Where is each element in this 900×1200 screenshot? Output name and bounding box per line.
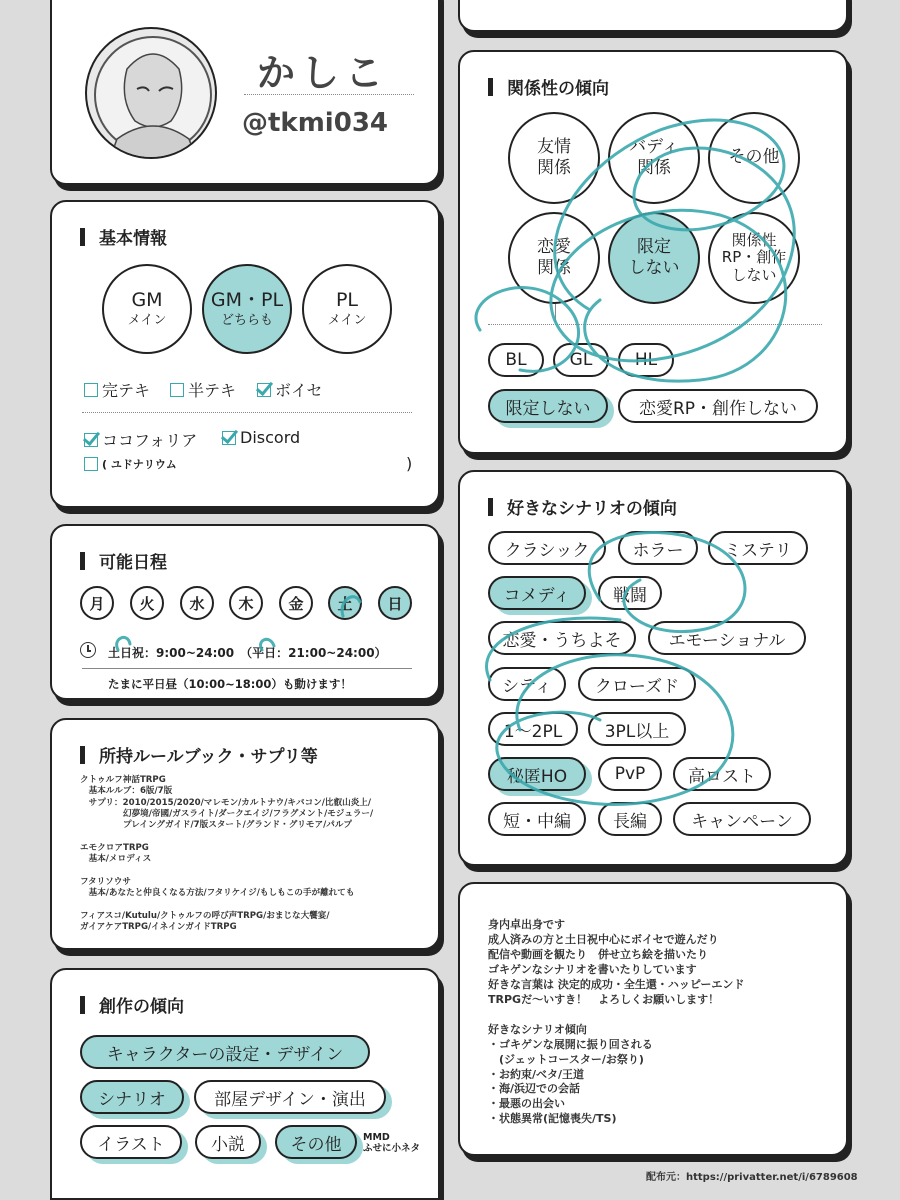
clock-icon: [80, 642, 96, 658]
scenario-battle[interactable]: 戦闘: [598, 576, 662, 610]
role-sublabel: メイン: [327, 312, 367, 328]
other-tool-close: ): [406, 454, 413, 473]
scenario-short-mid[interactable]: 短・中編: [488, 802, 586, 836]
scenario-secret-ho[interactable]: 秘匿HO: [488, 757, 586, 791]
creation-illust[interactable]: イラスト: [80, 1125, 182, 1159]
check-label: ココフォリア: [102, 431, 198, 450]
relation-friendship[interactable]: 友情 関係: [508, 112, 600, 204]
creation-room-design[interactable]: 部屋デザイン・演出: [194, 1080, 386, 1114]
relation-pill-no-limit[interactable]: 限定しない: [488, 389, 608, 423]
checkbox-icon: [170, 383, 184, 397]
relation-buddy[interactable]: バディ 関係: [608, 112, 700, 204]
check-label: 完テキ: [102, 381, 151, 400]
creation-scenario[interactable]: シナリオ: [80, 1080, 184, 1114]
scenario-closed[interactable]: クローズド: [578, 667, 696, 701]
relation-romance[interactable]: 恋愛 関係: [508, 212, 600, 304]
scenario-long[interactable]: 長編: [598, 802, 662, 836]
scenario-comedy[interactable]: コメディ: [488, 576, 586, 610]
scenario-3pl[interactable]: 3PL以上: [588, 712, 686, 746]
role-gm-main: [102, 264, 192, 354]
check-hanteki[interactable]: [170, 378, 236, 401]
scenario-high-lost[interactable]: 高ロスト: [673, 757, 771, 791]
check-label: Discord: [240, 428, 301, 447]
section-title-scenario: 好きなシナリオの傾向: [488, 494, 677, 519]
check-label: 半テキ: [188, 381, 237, 400]
relation-bl[interactable]: BL: [488, 343, 544, 377]
role-sublabel: どちらも: [220, 312, 273, 328]
checkbox-checked-icon: [84, 433, 98, 447]
check-label: ( ユドナリウム: [102, 458, 177, 471]
avatar: [85, 27, 217, 159]
relation-other[interactable]: その他: [708, 112, 800, 204]
day-sun[interactable]: 日: [378, 586, 412, 620]
day-wed[interactable]: 水: [180, 586, 214, 620]
role-label: GM・PL: [210, 289, 284, 311]
check-kanteki[interactable]: [84, 378, 150, 401]
creation-other[interactable]: その他: [275, 1125, 357, 1159]
section-title-rules: 所持ルールブック・サプリ等: [80, 742, 318, 767]
section-title-basic: 基本情報: [80, 224, 167, 249]
check-discord[interactable]: [222, 428, 300, 447]
schedule-times: 土日祝：9:00~24:00 （平日：21:00~24:00）: [108, 646, 387, 660]
relation-pill-no-rp[interactable]: 恋愛RP・創作しない: [618, 389, 818, 423]
day-tue[interactable]: 火: [130, 586, 164, 620]
scenario-classic[interactable]: クラシック: [488, 531, 606, 565]
scenario-campaign[interactable]: キャンペーン: [673, 802, 811, 836]
free-text: 身内卓出身です 成人済みの方と土日祝中心にボイセで遊んだり 配信や動画を観たり 併せ立ち絵を描いたり ゴキゲンなシナリオを書いたりしています 好きな言葉は 決定的成功・全生還・ハッピーエンド TRPGだ〜いすき！ よろしくお願いします！ 好きなシナリオ傾向 ・ゴキゲンな展開に振り回される (ジェットコースター/お祭り) ・お約束/ベタ/王道 ・海/浜辺での会話 ・最悪の出会い ・状態異常(記憶喪失/TS): [488, 918, 745, 1126]
profile-card: [50, 0, 440, 185]
free-text-card: [458, 882, 848, 1156]
check-other-tool[interactable]: [84, 456, 177, 472]
checkbox-icon: [84, 383, 98, 397]
rules-text: クトゥルフ神話TRPG 基本ルルブ：6版/7版 サプリ：2010/2015/2020/マレモン/カルトナウ/キバコン/比叡山炎上/ 幻夢境/帝國/ガスライト/ダークエイジ/フラグメント/モジュラー/ プレイングガイド/7版スタート/グランド・グリモア/パルプ エモクロアTRPG 基本/メロディス フタリソウサ 基本/あなたと仲良くなる方法/フタリケイジ/もしもこの手が離れても フィアスコ/Kutulu/クトゥルフの呼び声TRPG/おまじな大饗宴/ ガイアケアTRPG/イネインガイドTRPG: [80, 775, 374, 933]
checkbox-checked-icon: [222, 431, 236, 445]
profile-divider: [244, 94, 414, 95]
scenario-pvp[interactable]: PvP: [598, 757, 662, 791]
scenario-mystery[interactable]: ミステリ: [708, 531, 808, 565]
scenario-horror[interactable]: ホラー: [618, 531, 698, 565]
top-right-card: [458, 0, 848, 32]
role-sublabel: メイン: [127, 312, 167, 328]
basic-divider: [82, 412, 412, 413]
section-title-relations: 関係性の傾向: [488, 74, 609, 99]
relations-divider: [488, 324, 822, 325]
check-cocofolia[interactable]: [84, 428, 197, 451]
section-title-schedule: 可能日程: [80, 548, 167, 573]
basic-info-card: [50, 200, 440, 508]
relation-gl[interactable]: GL: [553, 343, 609, 377]
checkbox-checked-icon: [257, 383, 271, 397]
creation-other-note: MMD ふせに小ネタ: [363, 1132, 421, 1155]
role-pl-main: [302, 264, 392, 354]
avatar-drawing: [87, 29, 217, 159]
scenario-romance[interactable]: 恋愛・うちよそ: [488, 621, 636, 655]
profile-handle: @tkmi034: [242, 108, 388, 138]
relation-no-rp[interactable]: 関係性 RP・創作 しない: [708, 212, 800, 304]
role-label: GM: [131, 289, 163, 311]
check-voice[interactable]: [257, 378, 323, 401]
day-sat[interactable]: 土: [328, 586, 362, 620]
scenario-city[interactable]: シティ: [488, 667, 566, 701]
schedule-note: たまに平日昼（10:00~18:00）も動けます！: [108, 677, 352, 691]
schedule-divider: [82, 668, 412, 669]
creation-character-design[interactable]: キャラクターの設定・デザイン: [80, 1035, 370, 1069]
scenario-emotional[interactable]: エモーショナル: [648, 621, 806, 655]
role-gm-pl-both: [202, 264, 292, 354]
day-thu[interactable]: 木: [229, 586, 263, 620]
profile-name: かしこ: [257, 51, 390, 95]
footer-credit: 配布元：https://privatter.net/i/6789608: [646, 1172, 858, 1183]
check-label: ボイセ: [275, 381, 323, 400]
relation-no-limit[interactable]: 限定 しない: [608, 212, 700, 304]
section-title-creation: 創作の傾向: [80, 992, 184, 1017]
day-mon[interactable]: 月: [80, 586, 114, 620]
relation-hl[interactable]: HL: [618, 343, 674, 377]
day-fri[interactable]: 金: [279, 586, 313, 620]
role-label: PL: [335, 289, 359, 311]
creation-novel[interactable]: 小説: [195, 1125, 261, 1159]
scenario-1-2pl[interactable]: 1〜2PL: [488, 712, 578, 746]
rulebooks-card: [50, 718, 440, 950]
checkbox-icon: [84, 457, 98, 471]
